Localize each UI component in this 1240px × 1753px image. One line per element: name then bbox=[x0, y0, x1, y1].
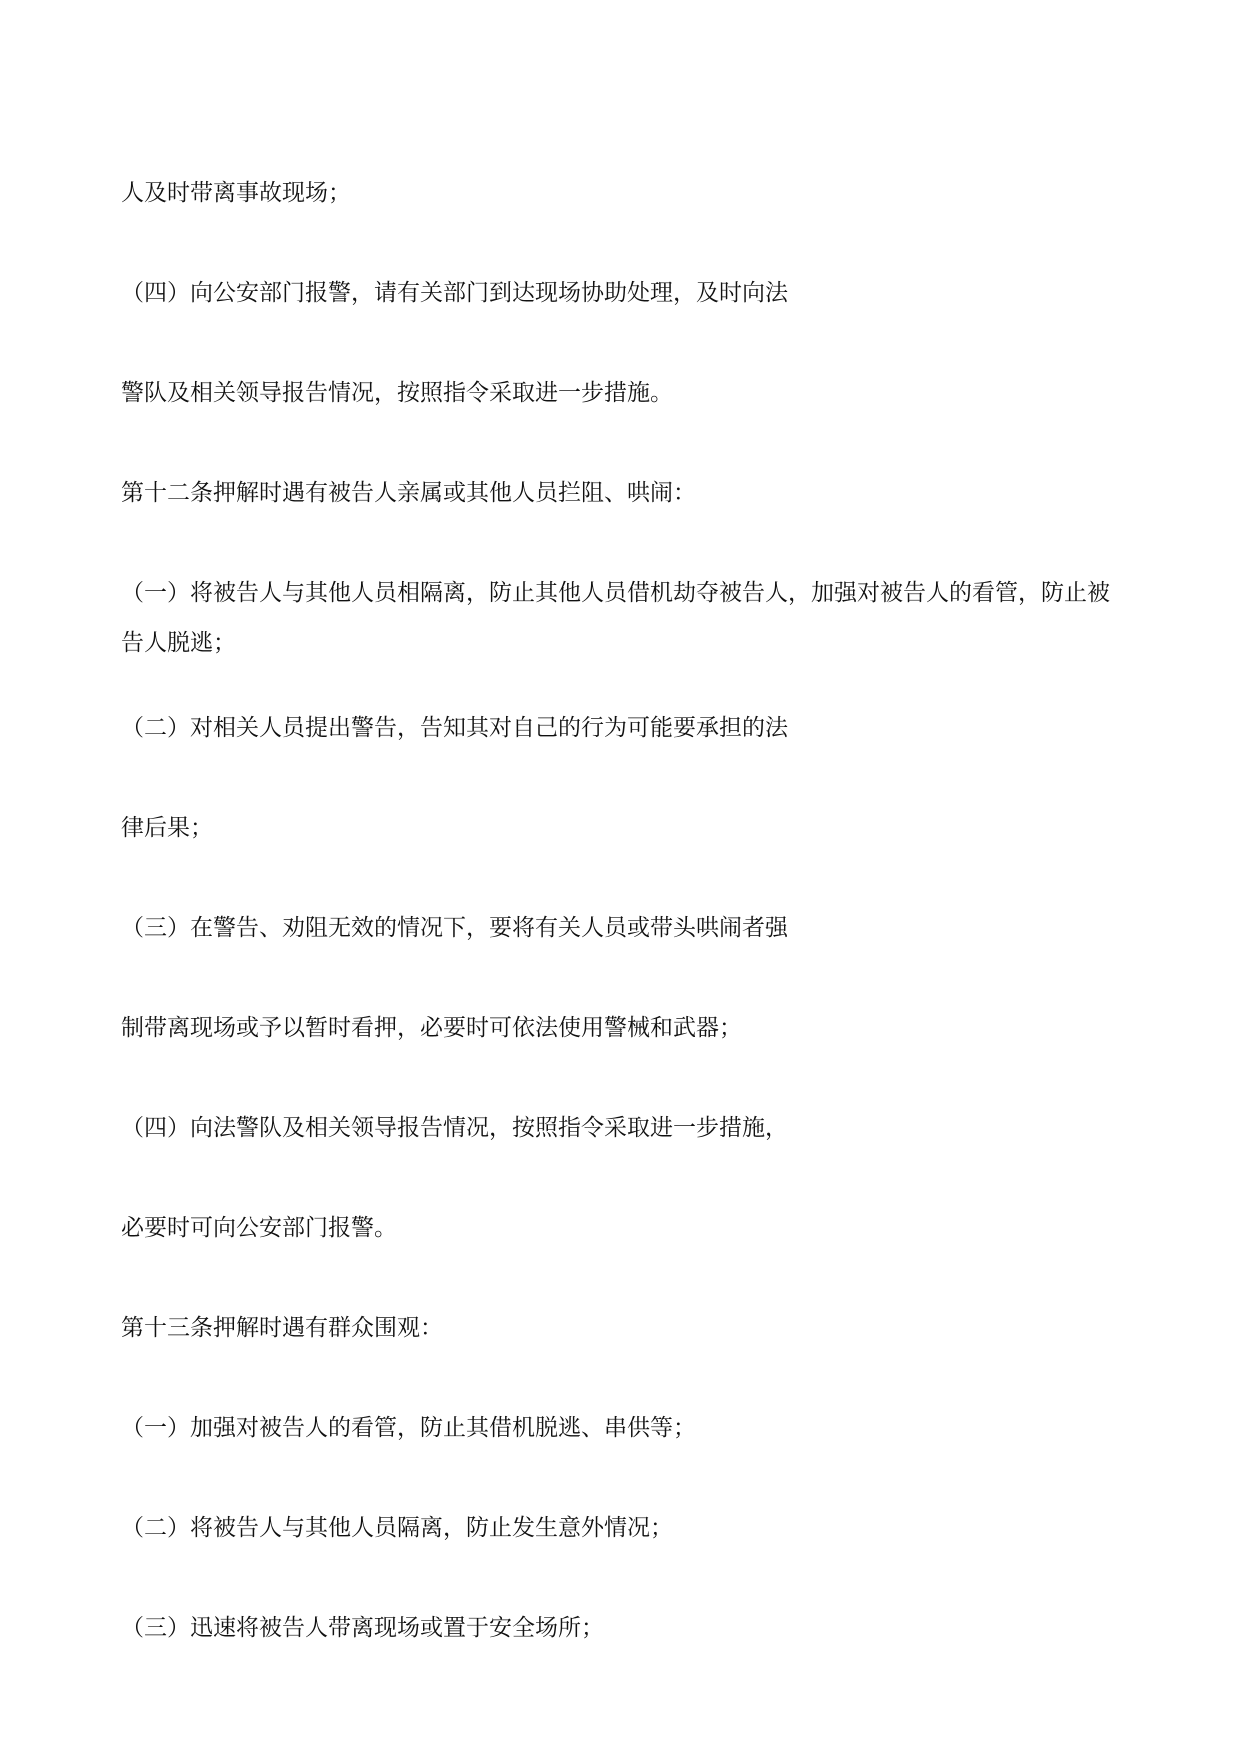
text-line-10: （四）向法警队及相关领导报告情况，按照指令采取进一步措施， bbox=[121, 1115, 788, 1141]
text-line-3: 警队及相关领导报告情况，按照指令采取进一步措施。 bbox=[121, 380, 673, 406]
text-line-13: （一）加强对被告人的看管，防止其借机脱逃、串供等； bbox=[121, 1415, 696, 1441]
text-line-12: 第十三条押解时遇有群众围观： bbox=[121, 1315, 443, 1341]
text-line-9: 制带离现场或予以暂时看押，必要时可依法使用警械和武器； bbox=[121, 1015, 742, 1041]
text-line-11: 必要时可向公安部门报警。 bbox=[121, 1215, 397, 1241]
text-line-14: （二）将被告人与其他人员隔离，防止发生意外情况； bbox=[121, 1515, 673, 1541]
text-line-7: 律后果； bbox=[121, 815, 213, 841]
text-line-5: （一）将被告人与其他人员相隔离，防止其他人员借机劫夺被告人，加强对被告人的看管，防止被告人脱逃； bbox=[121, 580, 1110, 656]
text-line-2: （四）向公安部门报警，请有关部门到达现场协助处理，及时向法 bbox=[121, 280, 788, 306]
text-line-8: （三）在警告、劝阻无效的情况下，要将有关人员或带头哄闹者强 bbox=[121, 915, 788, 941]
text-line-6: （二）对相关人员提出警告，告知其对自己的行为可能要承担的法 bbox=[121, 715, 788, 741]
text-line-1: 人及时带离事故现场； bbox=[121, 180, 351, 206]
text-line-15: （三）迅速将被告人带离现场或置于安全场所； bbox=[121, 1615, 604, 1641]
text-line-4: 第十二条押解时遇有被告人亲属或其他人员拦阻、哄闹： bbox=[121, 480, 696, 506]
